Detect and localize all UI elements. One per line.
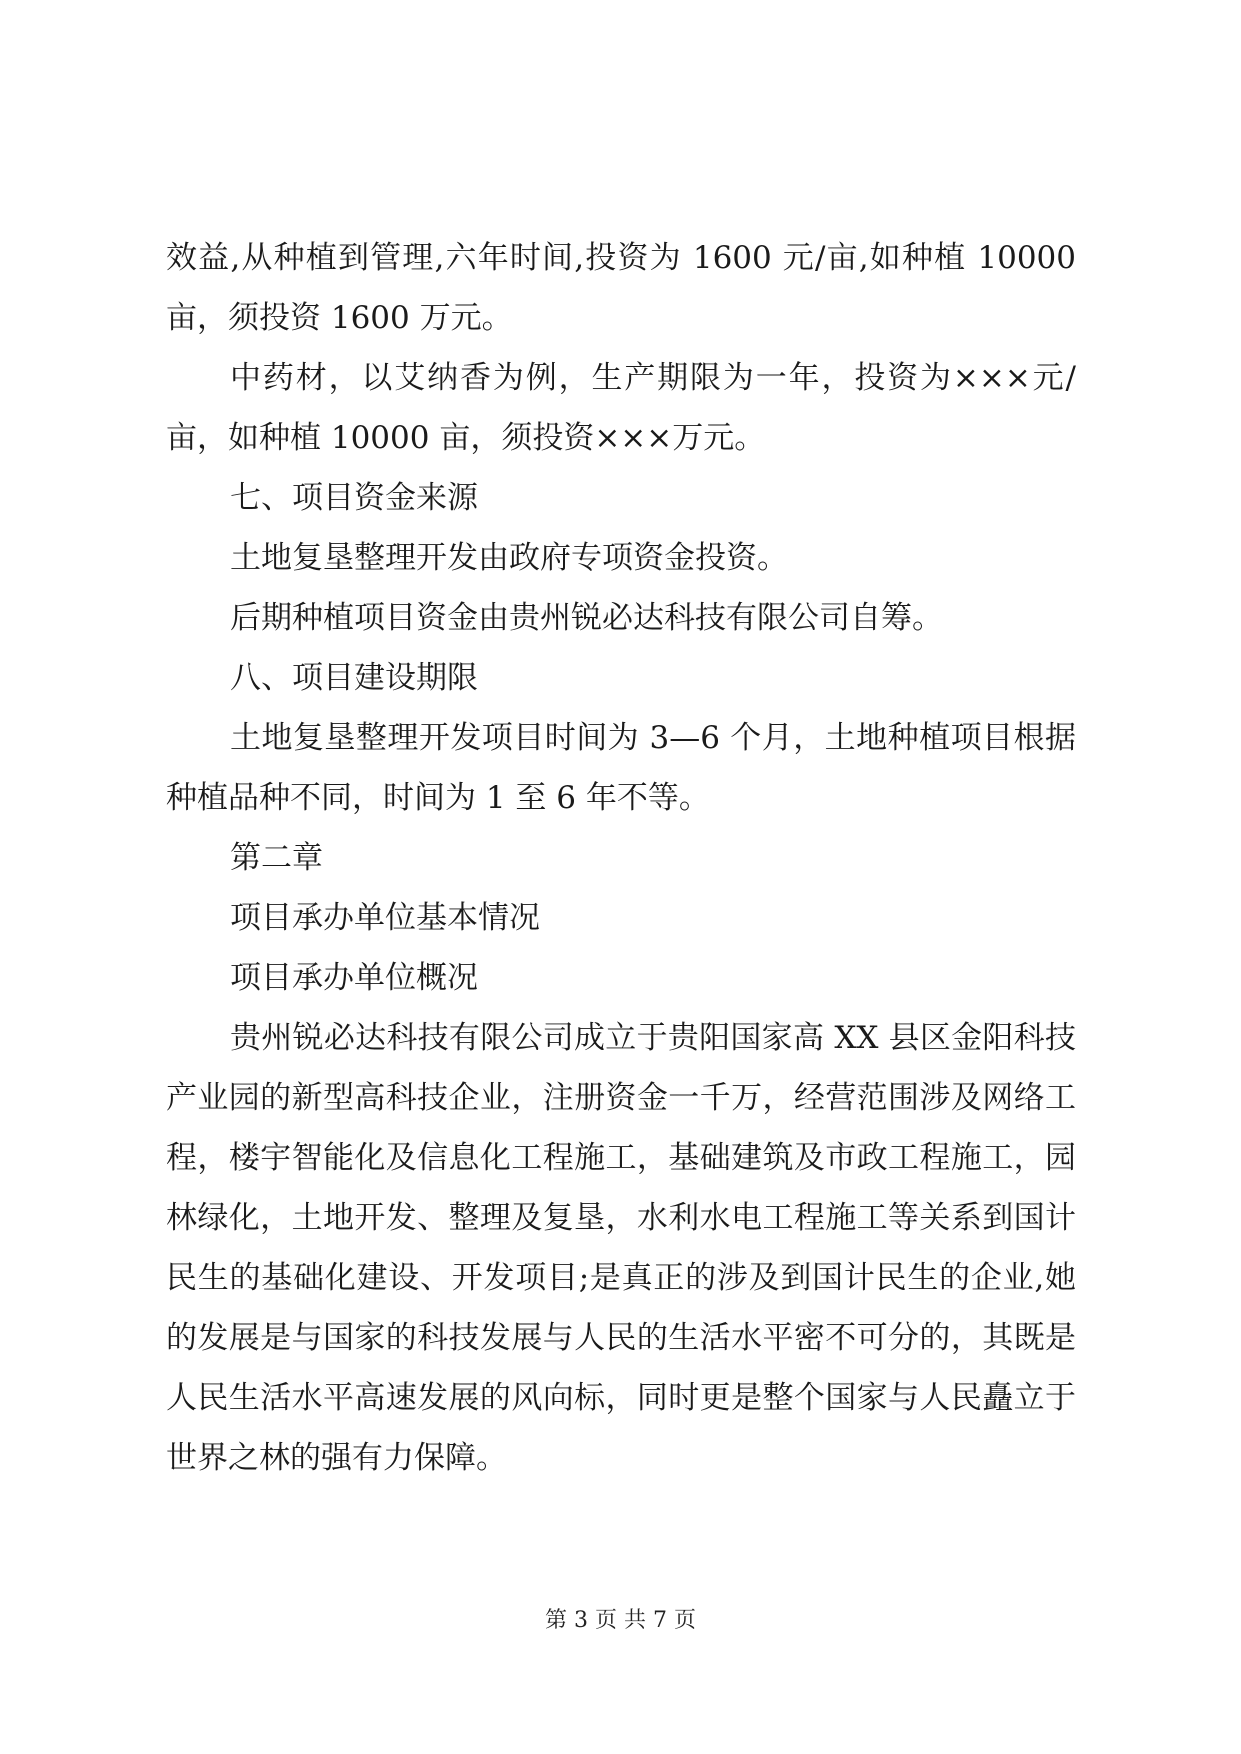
page-number-footer: 第 3 页 共 7 页 — [545, 1608, 696, 1633]
subsection-heading-overview: 项目承办单位概况 — [230, 960, 478, 996]
paragraph-self-funding: 后期种植项目资金由贵州锐必达科技有限公司自筹。 — [230, 600, 943, 636]
paragraph-herbal-medicine: 中药材，以艾纳香为例，生产期限为一年，投资为×××元/亩，如种植 10000 亩，须投资×××万元。 — [166, 360, 1076, 456]
paragraph-government-funding: 土地复垦整理开发由政府专项资金投资。 — [230, 540, 788, 576]
chapter-heading: 第二章 — [230, 840, 323, 876]
paragraph-company-overview: 贵州锐必达科技有限公司成立于贵阳国家高 XX 县区金阳科技产业园的新型高科技企业，注册资金一千万，经营范围涉及网络工程，楼宇智能化及信息化工程施工，基础建筑及市政工程施工，园林绿化，土地开发、整理及复垦，水利水电工程施工等关系到国计民生的基础化建设、开发项目;是真正的涉及到国计民生的企业,她的发展是与国家的科技发展与人民的生活水平密不可分的，其既是人民生活水平高速发展的风向标，同时更是整个国家与人民矗立于世界之林的强有力保障。 — [166, 1020, 1076, 1476]
chapter-title: 项目承办单位基本情况 — [230, 900, 540, 936]
section-heading-funding-source: 七、项目资金来源 — [230, 480, 478, 516]
paragraph-investment-continued: 效益,从种植到管理,六年时间,投资为 1600 元/亩,如种植 10000 亩，须投资 1600 万元。 — [166, 240, 1076, 336]
document-body — [166, 228, 1076, 1488]
section-heading-construction-period: 八、项目建设期限 — [230, 660, 478, 696]
paragraph-project-duration: 土地复垦整理开发项目时间为 3—6 个月，土地种植项目根据种植品种不同，时间为 1 至 6 年不等。 — [166, 720, 1076, 816]
